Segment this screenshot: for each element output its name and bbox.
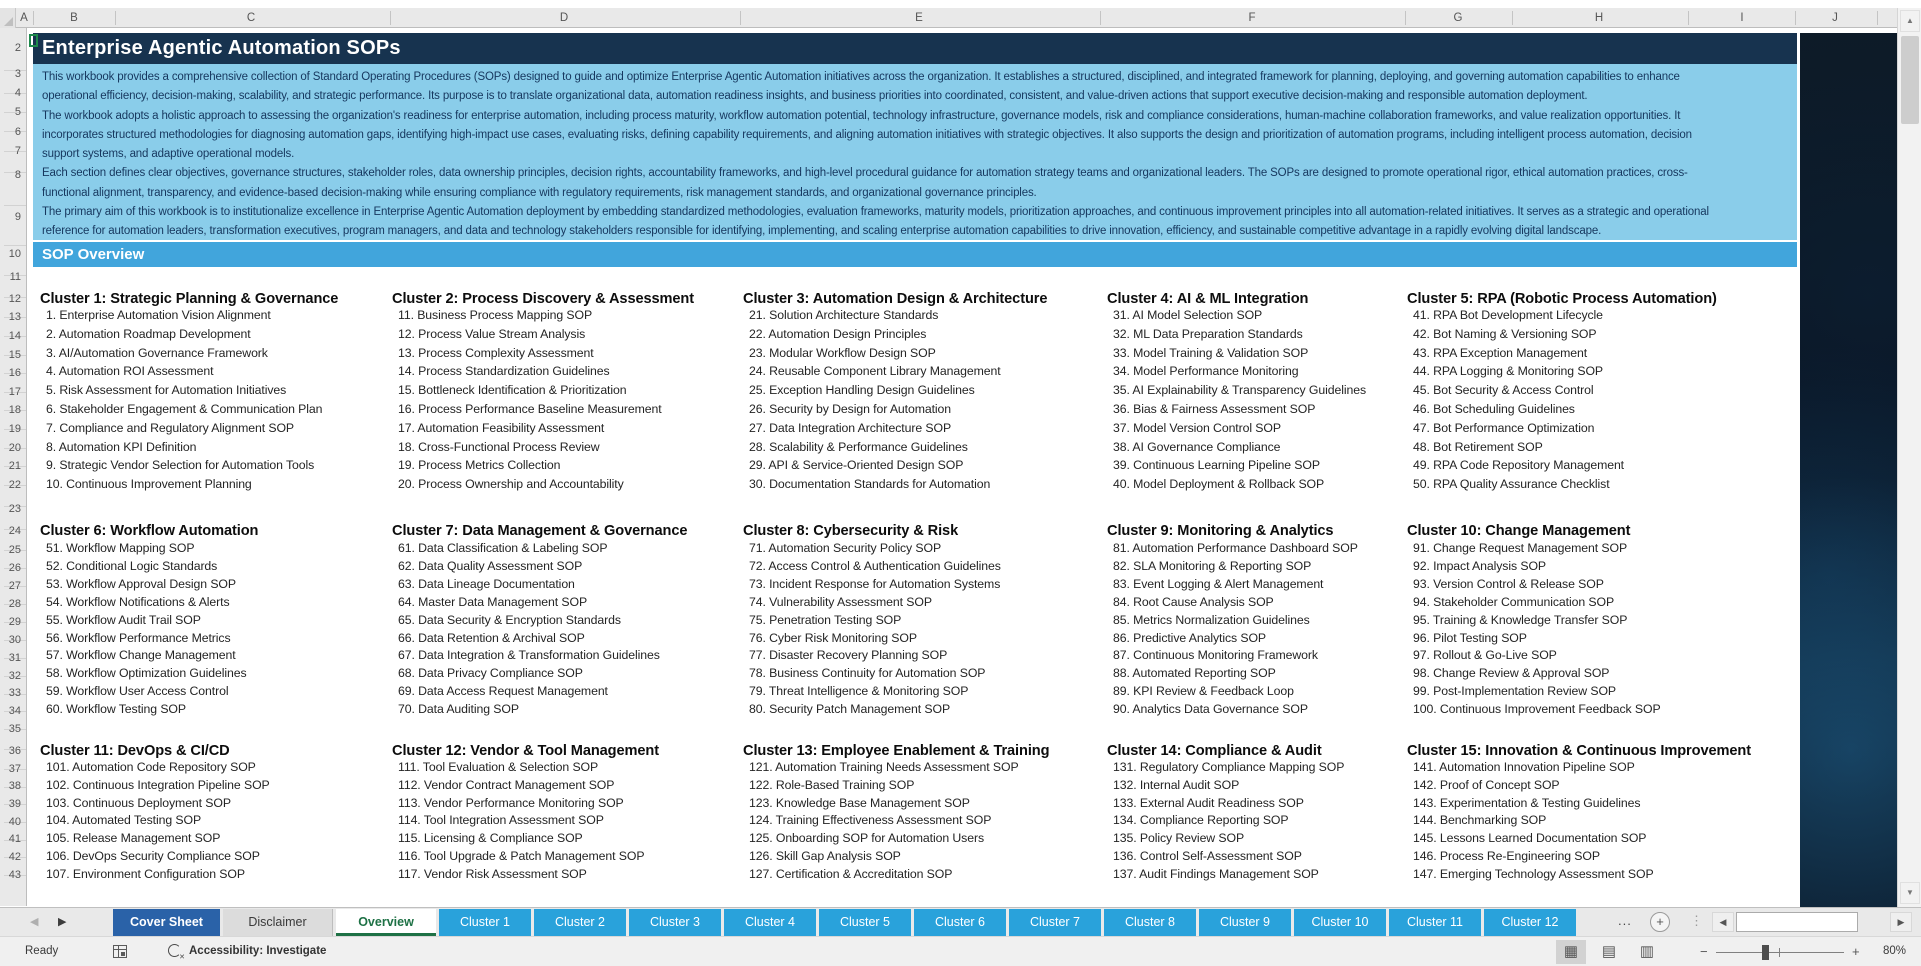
workbook-description-cell bbox=[33, 64, 1797, 240]
zoom-level-label[interactable]: 80% bbox=[1883, 945, 1907, 957]
row-header-9[interactable]: 9 bbox=[14, 211, 21, 223]
sheet-tab-cluster-12[interactable]: Cluster 12 bbox=[1484, 909, 1576, 936]
row-header-36[interactable]: 36 bbox=[8, 745, 21, 757]
cluster-11-item: 103. Continuous Deployment SOP bbox=[46, 795, 231, 810]
row-header-21[interactable]: 21 bbox=[8, 460, 21, 472]
column-header-f[interactable]: F bbox=[1248, 12, 1256, 24]
row-header-39[interactable]: 39 bbox=[8, 798, 21, 810]
cluster-12-title: Cluster 12: Vendor & Tool Management bbox=[392, 743, 659, 759]
description-line-5: support systems, and adaptive operational models. bbox=[42, 148, 295, 161]
description-line-2: operational efficiency, decision-making, scalability, and strategic performance. Its purpose is to translate organizational data, automation readiness insights, and business priorities into coordinated, consistent, and value-driven actions that support executive decision-making and responsible automation deployment. bbox=[42, 90, 1588, 103]
page-break-view-icon[interactable]: ▥ bbox=[1639, 943, 1655, 960]
cluster-9-item: 83. Event Logging & Alert Management bbox=[1113, 576, 1324, 591]
cluster-4-item: 35. AI Explainability & Transparency Guidelines bbox=[1113, 383, 1366, 398]
cluster-10-item: 92. Impact Analysis SOP bbox=[1413, 558, 1547, 573]
cluster-12-item: 115. Licensing & Compliance SOP bbox=[398, 831, 583, 846]
cluster-14-item: 134. Compliance Reporting SOP bbox=[1113, 813, 1289, 828]
row-header-40[interactable]: 40 bbox=[8, 816, 21, 828]
cluster-5-item: 46. Bot Scheduling Guidelines bbox=[1413, 402, 1575, 416]
row-header-38[interactable]: 38 bbox=[8, 780, 21, 792]
row-header-35[interactable]: 35 bbox=[8, 723, 21, 735]
sheet-tab-cluster-8[interactable]: Cluster 8 bbox=[1104, 909, 1196, 936]
cluster-3-item: 22. Automation Design Principles bbox=[749, 326, 927, 341]
cluster-7-item: 63. Data Lineage Documentation bbox=[398, 576, 575, 591]
cluster-4-item: 40. Model Deployment & Rollback SOP bbox=[1113, 477, 1325, 492]
sheet-tab-cluster-11[interactable]: Cluster 11 bbox=[1389, 909, 1481, 936]
row-header-19[interactable]: 19 bbox=[8, 423, 21, 435]
cluster-2-item: 15. Bottleneck Identification & Prioritization bbox=[398, 383, 627, 398]
row-header-18[interactable]: 18 bbox=[8, 404, 21, 416]
column-header-d[interactable]: D bbox=[559, 12, 569, 24]
column-separator bbox=[1688, 11, 1689, 25]
cluster-4-item: 31. AI Model Selection SOP bbox=[1113, 308, 1263, 322]
cluster-3-title: Cluster 3: Automation Design & Architecture bbox=[743, 291, 1048, 307]
cluster-10-item: 99. Post-Implementation Review SOP bbox=[1413, 684, 1617, 699]
cluster-4-item: 34. Model Performance Monitoring bbox=[1113, 364, 1299, 379]
row-header-29[interactable]: 29 bbox=[8, 616, 21, 628]
row-header-26[interactable]: 26 bbox=[8, 562, 21, 574]
cluster-9-item: 89. KPI Review & Feedback Loop bbox=[1113, 684, 1294, 699]
more-sheets-button[interactable]: ... bbox=[1618, 913, 1632, 928]
row-header-37[interactable]: 37 bbox=[8, 763, 21, 775]
cluster-15-title: Cluster 15: Innovation & Continuous Improvement bbox=[1407, 743, 1751, 759]
column-header-e[interactable]: E bbox=[915, 12, 923, 24]
cluster-1-item: 9. Strategic Vendor Selection for Automation Tools bbox=[46, 458, 315, 473]
cluster-8-title: Cluster 8: Cybersecurity & Risk bbox=[743, 523, 959, 539]
sheet-tab-bar bbox=[0, 907, 1921, 936]
cluster-5-item: 49. RPA Code Repository Management bbox=[1413, 458, 1625, 473]
row-header-12[interactable]: 12 bbox=[8, 293, 21, 305]
description-line-9: reference for automation leaders, transformation executives, program managers, and data and technology stakeholders responsible for identifying, implementing, and scaling enterprise automation capabilities to drive innovation, efficiency, and sustainable competitive advantage in a rapidly evolving digital landscape. bbox=[42, 225, 1602, 238]
row-header-13[interactable]: 13 bbox=[8, 311, 21, 323]
cluster-7-item: 66. Data Retention & Archival SOP bbox=[398, 630, 585, 645]
cluster-6-item: 51. Workflow Mapping SOP bbox=[46, 541, 195, 555]
cluster-14-item: 137. Audit Findings Management SOP bbox=[1113, 866, 1319, 881]
column-separator bbox=[1405, 11, 1406, 25]
description-line-1: This workbook provides a comprehensive collection of Standard Operating Procedures (SOPs) designed to guide and optimize Enterprise Agentic Automation initiatives across the organization. It establishes a structured, disciplined, and integrated framework for planning, deploying, and governing automation capabilities to enhance bbox=[42, 71, 1680, 83]
cluster-13-item: 124. Training Effectiveness Assessment SOP bbox=[749, 813, 992, 828]
cluster-7-item: 64. Master Data Management SOP bbox=[398, 594, 588, 609]
cluster-14-item: 136. Control Self-Assessment SOP bbox=[1113, 849, 1302, 863]
row-header-8[interactable]: 8 bbox=[14, 169, 21, 181]
cluster-9-item: 81. Automation Performance Dashboard SOP bbox=[1113, 541, 1358, 555]
cluster-2-item: 11. Business Process Mapping SOP bbox=[398, 308, 593, 322]
row-header-22[interactable]: 22 bbox=[8, 479, 21, 491]
cluster-5-item: 44. RPA Logging & Monitoring SOP bbox=[1413, 364, 1604, 379]
row-header-17[interactable]: 17 bbox=[8, 386, 21, 398]
cluster-8-item: 80. Security Patch Management SOP bbox=[749, 702, 951, 717]
cluster-8-item: 73. Incident Response for Automation Systems bbox=[749, 576, 1001, 591]
tab-nav-right-icon[interactable]: ▶ bbox=[58, 916, 67, 928]
row-header-14[interactable]: 14 bbox=[8, 330, 21, 342]
cluster-9-item: 84. Root Cause Analysis SOP bbox=[1113, 594, 1274, 609]
description-line-3: The workbook adopts a holistic approach to assessing the organization's readiness for enterprise automation, including process maturity, workflow automation potential, technology infrastructure, governance models, risk and compliance considerations, human-machine collaboration frameworks, and value realization opportunities. It bbox=[42, 109, 1681, 122]
cluster-9-item: 87. Continuous Monitoring Framework bbox=[1113, 648, 1318, 663]
row-header-34[interactable]: 34 bbox=[8, 705, 21, 717]
cluster-13-title: Cluster 13: Employee Enablement & Training bbox=[743, 743, 1050, 759]
description-line-8: The primary aim of this workbook is to institutionalize excellence in Enterprise Agentic Automation deployment by embedding standardized methodologies, evaluation frameworks, maturity models, prioritization approaches, and continuous improvement principles into all automation-related initiatives. It serves as a strategic and operational bbox=[42, 206, 1709, 219]
cluster-2-item: 17. Automation Feasibility Assessment bbox=[398, 420, 605, 435]
cluster-12-item: 111. Tool Evaluation & Selection SOP bbox=[398, 760, 599, 774]
background-image-column bbox=[1800, 33, 1897, 907]
cluster-4-item: 33. Model Training & Validation SOP bbox=[1113, 345, 1309, 360]
row-header-15[interactable]: 15 bbox=[8, 349, 21, 361]
cluster-11-item: 104. Automated Testing SOP bbox=[46, 813, 202, 828]
column-header-i[interactable]: I bbox=[1740, 12, 1744, 24]
normal-view-icon[interactable]: ▦ bbox=[1556, 940, 1586, 964]
row-header-11[interactable]: 11 bbox=[9, 271, 21, 283]
vertical-scrollbar[interactable] bbox=[1897, 8, 1921, 907]
cluster-8-item: 72. Access Control & Authentication Guidelines bbox=[749, 558, 1001, 573]
cluster-8-item: 77. Disaster Recovery Planning SOP bbox=[749, 648, 948, 663]
cluster-5-item: 42. Bot Naming & Versioning SOP bbox=[1413, 326, 1597, 341]
sheet-tab-cluster-4[interactable]: Cluster 4 bbox=[724, 909, 816, 936]
row-separator bbox=[4, 245, 26, 246]
cluster-3-item: 24. Reusable Component Library Management bbox=[749, 364, 1001, 379]
cluster-6-item: 59. Workflow User Access Control bbox=[46, 684, 229, 699]
row-header-23[interactable]: 23 bbox=[8, 503, 21, 515]
cluster-8-item: 71. Automation Security Policy SOP bbox=[749, 541, 942, 555]
row-header-24[interactable]: 24 bbox=[8, 525, 21, 537]
row-header-43[interactable]: 43 bbox=[8, 869, 21, 881]
description-line-6: Each section defines clear objectives, governance structures, stakeholder roles, data ownership principles, decision rights, accountability frameworks, and high-level procedural guidance for automation strategy teams and organizational leaders. The SOPs are designed to promote operational rigor, ethical automation practices, cross- bbox=[42, 167, 1688, 180]
cluster-15-item: 147. Emerging Technology Assessment SOP bbox=[1413, 866, 1654, 881]
cluster-1-item: 1. Enterprise Automation Vision Alignment bbox=[46, 308, 271, 322]
column-header-g[interactable]: G bbox=[1453, 12, 1463, 24]
cluster-9-item: 82. SLA Monitoring & Reporting SOP bbox=[1113, 558, 1312, 573]
cluster-8-item: 75. Penetration Testing SOP bbox=[749, 612, 902, 627]
cluster-13-item: 126. Skill Gap Analysis SOP bbox=[749, 849, 901, 863]
status-bar bbox=[0, 936, 1921, 966]
cluster-6-item: 54. Workflow Notifications & Alerts bbox=[46, 594, 230, 609]
column-separator bbox=[1795, 11, 1796, 25]
sop-overview-header-cell: SOP Overview bbox=[33, 242, 1797, 267]
cluster-9-item: 85. Metrics Normalization Guidelines bbox=[1113, 612, 1310, 627]
column-separator bbox=[1100, 11, 1101, 25]
cluster-10-item: 91. Change Request Management SOP bbox=[1413, 541, 1628, 555]
row-header-30[interactable]: 30 bbox=[8, 634, 21, 646]
cluster-10-item: 97. Rollout & Go-Live SOP bbox=[1413, 648, 1557, 663]
column-separator bbox=[390, 11, 391, 25]
cluster-3-item: 23. Modular Workflow Design SOP bbox=[749, 345, 936, 360]
cluster-1-item: 6. Stakeholder Engagement & Communication Plan bbox=[46, 402, 323, 416]
sheet-tab-cover-sheet[interactable]: Cover Sheet bbox=[113, 909, 220, 936]
cluster-5-title: Cluster 5: RPA (Robotic Process Automation) bbox=[1407, 291, 1717, 307]
horizontal-scrollbar-thumb[interactable] bbox=[1736, 912, 1858, 932]
scroll-down-icon[interactable]: ▼ bbox=[1900, 882, 1920, 904]
cluster-7-item: 68. Data Privacy Compliance SOP bbox=[398, 666, 583, 681]
tabbar-divider: ⋮ bbox=[1690, 913, 1703, 928]
sheet-tab-cluster-9[interactable]: Cluster 9 bbox=[1199, 909, 1291, 936]
active-cell-selection bbox=[29, 34, 38, 47]
cluster-14-title: Cluster 14: Compliance & Audit bbox=[1107, 743, 1322, 759]
row-header-4[interactable]: 4 bbox=[14, 87, 21, 99]
row-header-16[interactable]: 16 bbox=[8, 367, 21, 379]
cluster-11-item: 105. Release Management SOP bbox=[46, 831, 221, 846]
cluster-8-item: 79. Threat Intelligence & Monitoring SOP bbox=[749, 684, 969, 699]
cluster-3-item: 25. Exception Handling Design Guidelines bbox=[749, 383, 975, 398]
ready-status: Ready bbox=[25, 945, 59, 957]
zoom-slider-tick bbox=[1779, 948, 1780, 957]
column-header-c[interactable]: C bbox=[246, 12, 256, 24]
cluster-1-item: 8. Automation KPI Definition bbox=[46, 439, 197, 454]
cluster-6-item: 53. Workflow Approval Design SOP bbox=[46, 576, 236, 591]
cluster-5-item: 48. Bot Retirement SOP bbox=[1413, 439, 1543, 454]
row-header-20[interactable]: 20 bbox=[8, 442, 21, 454]
cluster-12-item: 113. Vendor Performance Monitoring SOP bbox=[398, 795, 624, 810]
sheet-tab-cluster-6[interactable]: Cluster 6 bbox=[914, 909, 1006, 936]
sheet-tab-cluster-2[interactable]: Cluster 2 bbox=[534, 909, 626, 936]
zoom-slider-track[interactable] bbox=[1716, 952, 1844, 953]
cluster-6-item: 60. Workflow Testing SOP bbox=[46, 702, 186, 717]
column-header-j[interactable]: J bbox=[1832, 12, 1838, 24]
cluster-14-item: 135. Policy Review SOP bbox=[1113, 831, 1245, 846]
cluster-9-item: 86. Predictive Analytics SOP bbox=[1113, 630, 1267, 645]
cluster-8-item: 78. Business Continuity for Automation SOP bbox=[749, 666, 986, 681]
cluster-2-item: 20. Process Ownership and Accountability bbox=[398, 477, 624, 492]
row-separator bbox=[4, 205, 26, 206]
cluster-4-item: 36. Bias & Fairness Assessment SOP bbox=[1113, 402, 1316, 416]
cluster-1-item: 7. Compliance and Regulatory Alignment SOP bbox=[46, 420, 295, 435]
cluster-14-item: 133. External Audit Readiness SOP bbox=[1113, 795, 1304, 810]
row-header-6[interactable]: 6 bbox=[14, 126, 21, 138]
cluster-15-item: 146. Process Re-Engineering SOP bbox=[1413, 849, 1600, 863]
cluster-10-item: 95. Training & Knowledge Transfer SOP bbox=[1413, 612, 1628, 627]
cluster-2-item: 14. Process Standardization Guidelines bbox=[398, 364, 610, 379]
cluster-13-item: 122. Role-Based Training SOP bbox=[749, 777, 915, 792]
cluster-5-item: 41. RPA Bot Development Lifecycle bbox=[1413, 308, 1603, 322]
row-header-31[interactable]: 31 bbox=[8, 652, 21, 664]
tab-nav-left-icon[interactable]: ◀ bbox=[30, 916, 39, 928]
cluster-11-item: 107. Environment Configuration SOP bbox=[46, 866, 245, 881]
cluster-2-item: 13. Process Complexity Assessment bbox=[398, 345, 594, 360]
cluster-4-item: 38. AI Governance Compliance bbox=[1113, 439, 1281, 454]
cluster-11-title: Cluster 11: DevOps & CI/CD bbox=[40, 743, 230, 759]
accessibility-checker-icon[interactable] bbox=[168, 944, 181, 957]
cluster-3-item: 29. API & Service-Oriented Design SOP bbox=[749, 458, 964, 473]
column-header-b[interactable]: B bbox=[70, 12, 78, 24]
row-header-28[interactable]: 28 bbox=[8, 598, 21, 610]
cluster-4-item: 39. Continuous Learning Pipeline SOP bbox=[1113, 458, 1320, 473]
cluster-15-item: 141. Automation Innovation Pipeline SOP bbox=[1413, 760, 1635, 774]
workbook-title-cell: Enterprise Agentic Automation SOPs bbox=[33, 33, 1797, 64]
column-separator bbox=[115, 11, 116, 25]
cluster-3-item: 21. Solution Architecture Standards bbox=[749, 308, 939, 322]
cluster-3-item: 27. Data Integration Architecture SOP bbox=[749, 420, 952, 435]
description-line-7: functional alignment, transparency, and evidence-based decision-making while ensuring compliance with regulatory requirements, risk management standards, and organizational governance principles. bbox=[42, 186, 1037, 199]
cluster-9-item: 90. Analytics Data Governance SOP bbox=[1113, 702, 1308, 717]
cluster-6-item: 55. Workflow Audit Trail SOP bbox=[46, 612, 201, 627]
column-header-bar bbox=[0, 8, 1897, 28]
row-header-41[interactable]: 41 bbox=[8, 833, 21, 845]
cluster-10-item: 98. Change Review & Approval SOP bbox=[1413, 666, 1610, 681]
cluster-4-item: 37. Model Version Control SOP bbox=[1113, 420, 1281, 435]
column-separator bbox=[1877, 11, 1878, 25]
sheet-tab-cluster-5[interactable]: Cluster 5 bbox=[819, 909, 911, 936]
cluster-6-title: Cluster 6: Workflow Automation bbox=[40, 523, 259, 539]
vertical-scrollbar-thumb[interactable] bbox=[1901, 36, 1919, 124]
description-line-4: incorporates structured methodologies for diagnosing automation gaps, identifying high-impact use cases, evaluating risks, defining capability requirements, and aligning automation initiatives with strategic objectives. It also supports the design and prioritization of automation programs, including intelligent process automation, decision bbox=[42, 128, 1692, 141]
row-header-10[interactable]: 10 bbox=[8, 248, 21, 260]
zoom-slider-thumb[interactable] bbox=[1762, 945, 1769, 960]
row-header-25[interactable]: 25 bbox=[8, 544, 21, 556]
cluster-13-item: 121. Automation Training Needs Assessment SOP bbox=[749, 760, 1019, 774]
row-header-33[interactable]: 33 bbox=[8, 687, 21, 699]
add-sheet-button[interactable]: + bbox=[1650, 912, 1670, 932]
sheet-tab-cluster-10[interactable]: Cluster 10 bbox=[1294, 909, 1386, 936]
column-header-h[interactable]: H bbox=[1594, 12, 1604, 24]
cluster-7-item: 70. Data Auditing SOP bbox=[398, 702, 519, 717]
cluster-14-item: 131. Regulatory Compliance Mapping SOP bbox=[1113, 760, 1345, 774]
accessibility-status[interactable]: Accessibility: Investigate bbox=[189, 945, 327, 957]
scroll-up-icon[interactable]: ▲ bbox=[1900, 10, 1920, 32]
cluster-7-item: 62. Data Quality Assessment SOP bbox=[398, 558, 583, 573]
cluster-9-title: Cluster 9: Monitoring & Analytics bbox=[1107, 523, 1334, 539]
cluster-11-item: 101. Automation Code Repository SOP bbox=[46, 760, 256, 774]
cluster-3-item: 28. Scalability & Performance Guidelines bbox=[749, 439, 968, 454]
cluster-7-title: Cluster 7: Data Management & Governance bbox=[392, 523, 688, 539]
hscroll-right-icon[interactable]: ▶ bbox=[1890, 912, 1912, 932]
cluster-1-item: 10. Continuous Improvement Planning bbox=[46, 477, 252, 492]
cluster-4-item: 32. ML Data Preparation Standards bbox=[1113, 326, 1303, 341]
cluster-8-item: 76. Cyber Risk Monitoring SOP bbox=[749, 630, 917, 645]
column-separator bbox=[740, 11, 741, 25]
cluster-7-item: 69. Data Access Request Management bbox=[398, 684, 608, 699]
cluster-12-item: 117. Vendor Risk Assessment SOP bbox=[398, 866, 587, 881]
cluster-10-title: Cluster 10: Change Management bbox=[1407, 523, 1631, 539]
cluster-10-item: 94. Stakeholder Communication SOP bbox=[1413, 594, 1615, 609]
row-header-42[interactable]: 42 bbox=[8, 851, 21, 863]
cluster-1-item: 2. Automation Roadmap Development bbox=[46, 326, 251, 341]
cluster-8-item: 74. Vulnerability Assessment SOP bbox=[749, 594, 932, 609]
cluster-15-item: 142. Proof of Concept SOP bbox=[1413, 777, 1560, 792]
page-layout-view-icon[interactable]: ▤ bbox=[1601, 943, 1617, 960]
cluster-13-item: 123. Knowledge Base Management SOP bbox=[749, 795, 970, 810]
cluster-10-item: 100. Continuous Improvement Feedback SOP bbox=[1413, 702, 1661, 717]
cluster-2-item: 12. Process Value Stream Analysis bbox=[398, 326, 586, 341]
cluster-2-item: 18. Cross-Functional Process Review bbox=[398, 439, 600, 454]
row-header-7[interactable]: 7 bbox=[14, 145, 21, 157]
cluster-15-item: 144. Benchmarking SOP bbox=[1413, 813, 1547, 828]
zoom-in-button[interactable]: + bbox=[1852, 944, 1860, 959]
cluster-14-item: 132. Internal Audit SOP bbox=[1113, 777, 1240, 792]
cluster-5-item: 47. Bot Performance Optimization bbox=[1413, 420, 1595, 435]
cluster-9-item: 88. Automated Reporting SOP bbox=[1113, 666, 1276, 681]
sheet-tab-disclaimer[interactable]: Disclaimer bbox=[223, 909, 333, 936]
cluster-12-item: 114. Tool Integration Assessment SOP bbox=[398, 813, 604, 828]
cluster-6-item: 58. Workflow Optimization Guidelines bbox=[46, 666, 247, 681]
cluster-5-item: 43. RPA Exception Management bbox=[1413, 345, 1588, 360]
macro-record-icon[interactable] bbox=[113, 945, 127, 958]
select-all-corner[interactable] bbox=[0, 8, 16, 28]
row-header-27[interactable]: 27 bbox=[8, 580, 21, 592]
cluster-10-item: 93. Version Control & Release SOP bbox=[1413, 576, 1604, 591]
cluster-15-item: 143. Experimentation & Testing Guidelines bbox=[1413, 795, 1641, 810]
cluster-11-item: 106. DevOps Security Compliance SOP bbox=[46, 849, 260, 863]
cluster-12-item: 116. Tool Upgrade & Patch Management SOP bbox=[398, 849, 645, 863]
cluster-10-item: 96. Pilot Testing SOP bbox=[1413, 630, 1527, 645]
cluster-1-item: 5. Risk Assessment for Automation Initiatives bbox=[46, 383, 287, 398]
cluster-13-item: 127. Certification & Accreditation SOP bbox=[749, 866, 953, 881]
cluster-1-item: 4. Automation ROI Assessment bbox=[46, 364, 214, 379]
cluster-7-item: 65. Data Security & Encryption Standards bbox=[398, 612, 621, 627]
cluster-5-item: 50. RPA Quality Assurance Checklist bbox=[1413, 477, 1610, 492]
cluster-11-item: 102. Continuous Integration Pipeline SOP bbox=[46, 777, 270, 792]
cluster-6-item: 57. Workflow Change Management bbox=[46, 648, 236, 663]
cluster-6-item: 56. Workflow Performance Metrics bbox=[46, 630, 231, 645]
sheet-tab-overview[interactable]: Overview bbox=[336, 909, 436, 936]
cluster-1-item: 3. AI/Automation Governance Framework bbox=[46, 345, 268, 360]
cluster-4-title: Cluster 4: AI & ML Integration bbox=[1107, 291, 1309, 307]
row-header-32[interactable]: 32 bbox=[8, 670, 21, 682]
row-header-2[interactable]: 2 bbox=[14, 42, 21, 54]
column-separator bbox=[1512, 11, 1513, 25]
cluster-5-item: 45. Bot Security & Access Control bbox=[1413, 383, 1594, 398]
hscroll-left-icon[interactable]: ◀ bbox=[1712, 912, 1734, 932]
cluster-2-title: Cluster 2: Process Discovery & Assessment bbox=[392, 291, 694, 307]
zoom-out-button[interactable]: − bbox=[1700, 944, 1708, 959]
cluster-1-title: Cluster 1: Strategic Planning & Governance bbox=[40, 291, 339, 307]
cluster-6-item: 52. Conditional Logic Standards bbox=[46, 558, 218, 573]
row-header-5[interactable]: 5 bbox=[14, 106, 21, 118]
column-separator bbox=[33, 11, 34, 25]
sheet-tab-cluster-3[interactable]: Cluster 3 bbox=[629, 909, 721, 936]
row-header-3[interactable]: 3 bbox=[14, 68, 21, 80]
cluster-3-item: 26. Security by Design for Automation bbox=[749, 402, 952, 416]
cluster-13-item: 125. Onboarding SOP for Automation Users bbox=[749, 831, 985, 846]
sheet-tab-cluster-7[interactable]: Cluster 7 bbox=[1009, 909, 1101, 936]
cluster-7-item: 61. Data Classification & Labeling SOP bbox=[398, 541, 608, 555]
cluster-2-item: 16. Process Performance Baseline Measurement bbox=[398, 402, 662, 416]
cluster-12-item: 112. Vendor Contract Management SOP bbox=[398, 777, 615, 792]
row-header-gutter bbox=[0, 28, 27, 906]
cluster-2-item: 19. Process Metrics Collection bbox=[398, 458, 561, 473]
sheet-tab-cluster-1[interactable]: Cluster 1 bbox=[439, 909, 531, 936]
column-header-a[interactable]: A bbox=[20, 12, 28, 24]
cluster-3-item: 30. Documentation Standards for Automation bbox=[749, 477, 991, 492]
cluster-15-item: 145. Lessons Learned Documentation SOP bbox=[1413, 831, 1647, 846]
cluster-7-item: 67. Data Integration & Transformation Guidelines bbox=[398, 648, 660, 663]
